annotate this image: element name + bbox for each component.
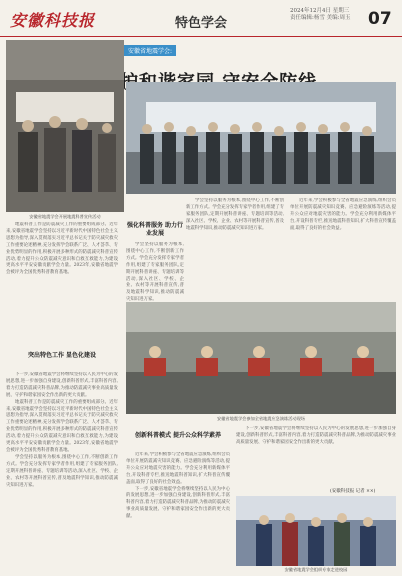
photo-classroom-art [126, 302, 396, 414]
photo-school-visit-art [236, 496, 396, 566]
photo-school-visit [236, 496, 396, 566]
body-column-1: 地震科普工作是防震减灾工作的重要组成部分。近年来,安徽省地震学会坚持以习近平新时代中国特色社会主义思想为指导,深入贯彻落实习近平总书记关于防灾减灾救灾工作重要论述精神,充分发挥学会联系广泛、人才荟萃、专业优势明显的作用,积极开展多种形式的防震减灾科普宣传活动,着力提升公众防震减灾意识和自救互救能力,为建设更高水平平安安徽贡献学会力量。2023年,安徽省地震学会被评为全国优秀科普教育基地。 [6, 222, 118, 276]
caption-1: 安徽省地震学会开展地震科普宣传活动 [29, 214, 101, 219]
body-column-1b: 学会坚持以服务为根本,围绕中心工作,不断创新工作方式。学会充分发挥专家学者作用,组建了专家服务团队,定期开展科普讲座、专题培训等活动,深入社区、学校、企业、农村等开展科普宣传,普及地震科学知识,推动防震减灾知识进万家。 [126, 242, 184, 303]
body-column-6: 下一步,安徽省地震学会将继续坚持以人民为中心的发展思想,进一步加强自身建设,创新科普形式,丰富科普内容,着力打造防震减灾科普品牌,为推动防震减灾事业高质量发展、守护和谐家园安全作出新的更大贡献。 [236, 426, 396, 445]
photo-drill-group-art [126, 82, 396, 194]
body-column-5: 近年来,学会积极参与全省地震应急演练,组织会员单位开展防震减灾知识竞赛、应急避险演练等活动,提升公众应对地震灾害的能力。学会充分利用新媒体平台,开设科普专栏,推送地震科普知识,扩大科普宣传覆盖面,取得了良好的社会效益。 下一步,安徽省地震学会将继续坚持以人民为中心的发展思想,进一步加强自身建设,创新科普形式,丰富科普内容,着力打造防震减灾科普品牌,为推动防震减灾事业高质量发展、守护和谐家园安全作出新的更大贡献。 [126, 452, 230, 520]
body-column-2: 学会坚持以服务为根本,围绕中心工作,不断创新工作方式。学会充分发挥专家学者作用,组建了专家服务团队,定期开展科普讲座、专题培训等活动,深入社区、学校、企业、农村等开展科普宣传,普及地震科学知识,推动防震减灾知识进万家。 [186, 198, 284, 231]
subhead-2: 突出特色工作 显色化建设 [27, 352, 97, 359]
issue-weekday: 星期三 [332, 8, 350, 14]
editor-line: 责任编辑:杨雪 美编:周玉 [290, 15, 351, 21]
page-number: 07 [368, 9, 392, 29]
caption-2: 安徽省地震学会参加全省地震应急演练活动现场 [217, 416, 305, 421]
article-byline: (安徽科技报 记者 ××) [330, 489, 376, 494]
photo-classroom [126, 302, 396, 414]
subhead-3: 创新科普模式 提升公众科学素养 [134, 432, 222, 439]
caption-3: 安徽省地震学会组织专家走进校园 [284, 567, 348, 572]
photo-drill-group [126, 82, 396, 194]
page-header [0, 0, 402, 37]
article-kicker: 安徽省地震学会: [124, 45, 176, 56]
body-column-4: 下一步,安徽省地震学会将继续坚持以人民为中心的发展思想,进一步加强自身建设,创新科普形式,丰富科普内容,着力打造防震减灾科普品牌,为推动防震减灾事业高质量发展、守护和谐家园安全作出新的更大贡献。 地震科普工作是防震减灾工作的重要组成部分。近年来,安徽省地震学会坚持以习近平新时代中国特色社会主义思想为指导,深入贯彻落实习近平总书记关于防灾减灾救灾工作重要论述精神,充分发挥学会联系广泛、人才荟萃、专业优势明显的作用,积极开展多种形式的防震减灾科普宣传活动,着力提升公众防震减灾意识和自救互救能力,为建设更高水平平安安徽贡献学会力量。2023年,安徽省地震学会被评为全国优秀科普教育基地。 学会坚持以服务为根本,围绕中心工作,不断创新工作方式。学会充分发挥专家学者作用,组建了专家服务团队,定期开展科普讲座、专题培训等活动,深入社区、学校、企业、农村等开展科普宣传,普及地震科学知识,推动防震减灾知识进万家。 [6, 372, 118, 488]
section-title: 特色学会 [175, 16, 228, 31]
photo-science-outreach [6, 40, 124, 212]
photo-science-outreach-art [6, 40, 124, 212]
issue-meta [290, 8, 370, 22]
body-column-3: 近年来,学会积极参与全省地震应急演练,组织会员单位开展防震减灾知识竞赛、应急避险演练等活动,提升公众应对地震灾害的能力。学会充分利用新媒体平台,开设科普专栏,推送地震科普知识,扩大科普宣传覆盖面,取得了良好的社会效益。 [290, 198, 396, 231]
subhead-1: 强化科普服务 助力行业发展 [126, 222, 184, 237]
issue-date: 2024年12月4日 [290, 8, 331, 14]
masthead-logo: 安徽科技报 [10, 11, 96, 30]
